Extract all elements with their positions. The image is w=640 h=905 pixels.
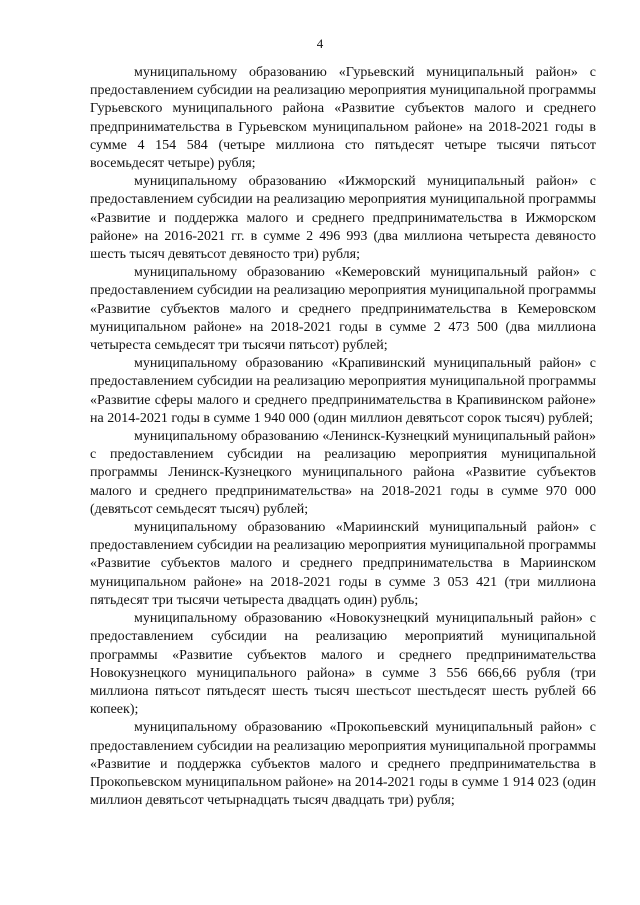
paragraph-guryevsky: муниципальному образованию «Гурьевский муниципальный район» с предоставлением субсидии на реализацию мероприятия муниципальной программы Гурьевского муниципального района «Развитие субъектов малого и среднего предпринимательства в Гурьевском муниципальном районе» на 2018-2021 годы в сумме 4 154 584 (четыре миллиона сто пятьдесят четыре тысячи пятьсот восемьдесят четыре) рубля; bbox=[90, 65, 596, 172]
paragraph-kemerovsky: муниципальному образованию «Кемеровский муниципальный район» с предоставлением субсидии на реализацию мероприятия муниципальной программы «Развитие субъектов малого и среднего предпринимательства в Кемеровском муниципальном районе» на 2018-2021 годы в сумме 2 473 500 (два миллиона четыреста семьдесят три тысячи пятьсот) рублей; bbox=[90, 265, 596, 354]
paragraph-prokopyevsky: муниципальному образованию «Прокопьевский муниципальный район» с предоставлением субсидии на реализацию мероприятия муниципальной программы «Развитие и поддержка субъектов малого и среднего предпринимательства в Прокопьевском муниципальном районе» на 2014-2021 годы в сумме 1 914 023 (один миллион девятьсот четырнадцать тысяч двадцать три) рубля; bbox=[90, 720, 596, 809]
document-body bbox=[90, 64, 596, 810]
paragraph-leninsk-kuznetsky: муниципальному образованию «Ленинск-Кузнецкий муниципальный район» с предоставлением субсидии на реализацию мероприятия муниципальной программы Ленинск-Кузнецкого муниципального района «Развитие субъектов малого и среднего предпринимательства» на 2018-2021 годы в сумме 970 000 (девятьсот семьдесят тысяч) рублей; bbox=[90, 429, 596, 517]
page-number: 4 bbox=[316, 36, 324, 51]
paragraph-krapivinsky: муниципальному образованию «Крапивинский муниципальный район» с предоставлением субсидии на реализацию мероприятия муниципальной программы «Развитие сферы малого и среднего предпринимательства в Крапивинском районе» на 2014-2021 годы в сумме 1 940 000 (один миллион девятьсот сорок тысяч) рублей; bbox=[90, 356, 596, 426]
paragraph-mariinsky: муниципальному образованию «Мариинский муниципальный район» с предоставлением субсидии на реализацию мероприятия муниципальной программы «Развитие субъектов малого и среднего предпринимательства в Мариинском муниципальном районе» на 2018-2021 годы в сумме 3 053 421 (три миллиона пятьдесят три тысячи четыреста двадцать один) рубль; bbox=[90, 520, 596, 608]
paragraph-novokuznetsky: муниципальному образованию «Новокузнецкий муниципальный район» с предоставлением субсидии на реализацию мероприятий муниципальной программы «Развитие субъектов малого и среднего предпринимательства Новокузнецкого муниципального района» в сумме 3 556 666,66 рубля (три миллиона пятьсот пятьдесят шесть тысяч шестьсот шестьдесят шесть рублей 66 копеек); bbox=[90, 611, 596, 718]
paragraph-izhmorsky: муниципальному образованию «Ижморский муниципальный район» с предоставлением субсидии на реализацию мероприятия муниципальной программы «Развитие и поддержка малого и среднего предпринимательства в Ижморском районе» на 2016-2021 гг. в сумме 2 496 993 (два миллиона четыреста девяносто шесть тысяч девятьсот девяносто три) рубля; bbox=[90, 174, 596, 263]
